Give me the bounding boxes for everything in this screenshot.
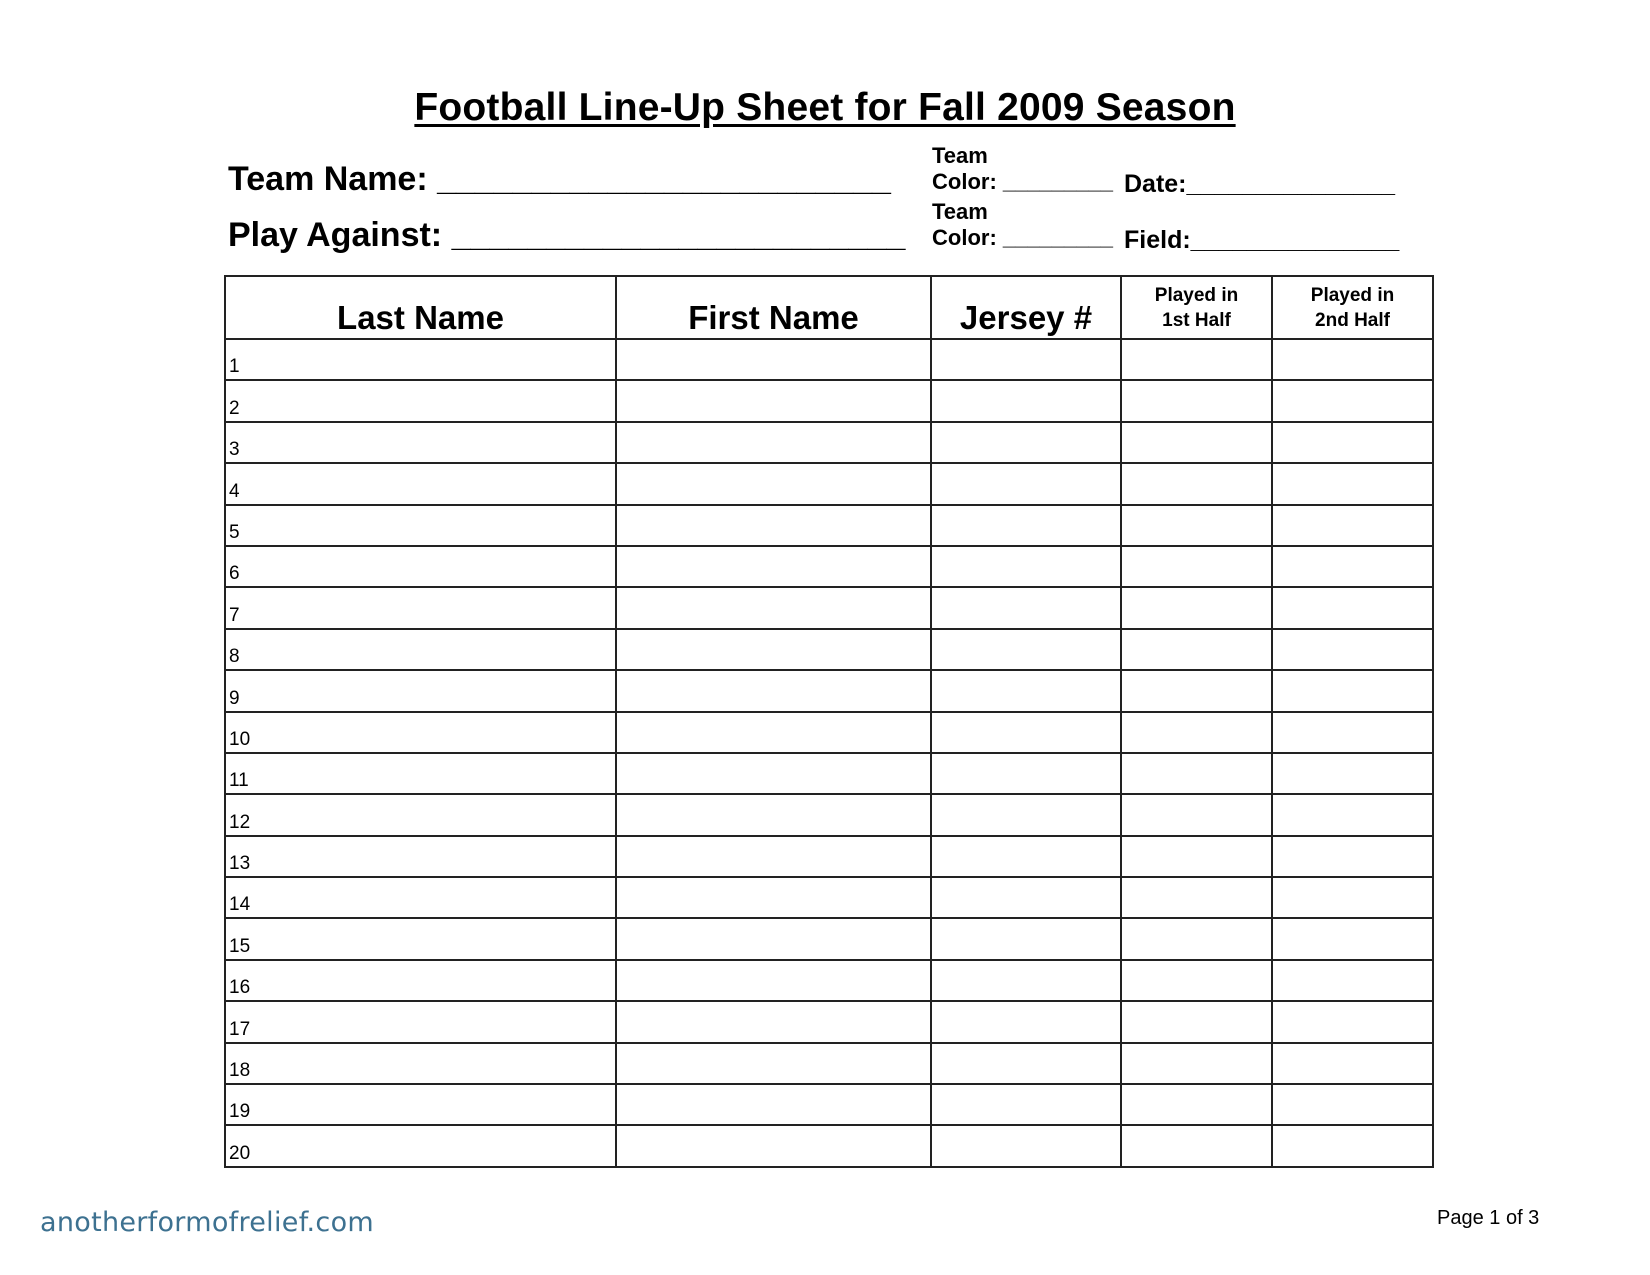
first-name-cell[interactable]: [616, 960, 931, 1001]
row-number-last-name-cell[interactable]: [225, 794, 616, 835]
first-name-cell[interactable]: [616, 629, 931, 670]
row-number-last-name-cell[interactable]: [225, 463, 616, 504]
played-1st-half-cell[interactable]: [1121, 836, 1272, 877]
played-2nd-half-cell[interactable]: [1272, 877, 1433, 918]
column-header-last-name: Last Name: [225, 276, 616, 339]
row-number: 13: [229, 853, 251, 875]
table-row: [225, 1043, 1433, 1084]
row-number: 2: [229, 397, 240, 419]
played-2nd-half-cell[interactable]: [1272, 836, 1433, 877]
played-2nd-half-cell[interactable]: [1272, 794, 1433, 835]
row-number-last-name-cell[interactable]: [225, 877, 616, 918]
played-2nd-half-cell[interactable]: [1272, 1043, 1433, 1084]
table-row: [225, 587, 1433, 628]
jersey-cell[interactable]: [931, 1084, 1121, 1125]
row-number: 19: [229, 1101, 251, 1123]
played-1st-half-cell[interactable]: [1121, 960, 1272, 1001]
played-2nd-half-cell[interactable]: [1272, 960, 1433, 1001]
table-row: [225, 670, 1433, 711]
jersey-cell[interactable]: [931, 463, 1121, 504]
first-name-cell[interactable]: [616, 877, 931, 918]
row-number-last-name-cell[interactable]: [225, 629, 616, 670]
row-number: 3: [229, 439, 240, 461]
page-number: Page 1 of 3: [1437, 1207, 1540, 1229]
first-name-cell[interactable]: [616, 836, 931, 877]
row-number-last-name-cell[interactable]: [225, 546, 616, 587]
row-number: 1: [229, 356, 240, 378]
row-number-last-name-cell[interactable]: [225, 960, 616, 1001]
column-header-played-2nd-half-line2: 2nd Half: [1315, 309, 1390, 331]
played-1st-half-cell[interactable]: [1121, 629, 1272, 670]
row-number: 17: [229, 1018, 251, 1040]
played-2nd-half-cell[interactable]: [1272, 587, 1433, 628]
row-number-last-name-cell[interactable]: [225, 1084, 616, 1125]
table-row: [225, 463, 1433, 504]
played-2nd-half-cell[interactable]: [1272, 753, 1433, 794]
row-number-last-name-cell[interactable]: [225, 1043, 616, 1084]
row-number: 9: [229, 687, 240, 709]
row-number: 8: [229, 646, 240, 668]
row-number-last-name-cell[interactable]: [225, 712, 616, 753]
row-number-last-name-cell[interactable]: [225, 422, 616, 463]
first-name-cell[interactable]: [616, 339, 931, 380]
table-row: [225, 1084, 1433, 1125]
first-name-cell[interactable]: [616, 918, 931, 959]
played-1st-half-cell[interactable]: [1121, 339, 1272, 380]
played-2nd-half-cell[interactable]: [1272, 380, 1433, 421]
played-1st-half-cell[interactable]: [1121, 587, 1272, 628]
played-1st-half-cell[interactable]: [1121, 753, 1272, 794]
jersey-cell[interactable]: [931, 422, 1121, 463]
row-number: 5: [229, 521, 240, 543]
table-row: [225, 960, 1433, 1001]
jersey-cell[interactable]: [931, 339, 1121, 380]
team-color-field-2[interactable]: Color: _________: [932, 225, 1113, 250]
first-name-cell[interactable]: [616, 670, 931, 711]
jersey-cell[interactable]: [931, 877, 1121, 918]
jersey-cell[interactable]: [931, 918, 1121, 959]
played-2nd-half-cell[interactable]: [1272, 463, 1433, 504]
played-1st-half-cell[interactable]: [1121, 670, 1272, 711]
jersey-cell[interactable]: [931, 960, 1121, 1001]
row-number-last-name-cell[interactable]: [225, 918, 616, 959]
first-name-cell[interactable]: [616, 1043, 931, 1084]
table-header-row: [225, 276, 1433, 339]
column-header-played-2nd-half-line1: Played in: [1310, 284, 1395, 306]
table-body: [225, 339, 1433, 1167]
team-label-2: Team: [932, 199, 988, 224]
row-number-last-name-cell[interactable]: [225, 587, 616, 628]
row-number: 14: [229, 894, 251, 916]
first-name-cell[interactable]: [616, 505, 931, 546]
jersey-cell[interactable]: [931, 1001, 1121, 1042]
table-row: [225, 712, 1433, 753]
row-number-last-name-cell[interactable]: [225, 1125, 616, 1166]
team-name-field[interactable]: Team Name: ________________________: [228, 160, 891, 198]
played-1st-half-cell[interactable]: [1121, 1084, 1272, 1125]
website-watermark: anotherformofrelief.com: [40, 1207, 374, 1238]
table-row: [225, 836, 1433, 877]
played-2nd-half-cell[interactable]: [1272, 1084, 1433, 1125]
first-name-cell[interactable]: [616, 753, 931, 794]
jersey-cell[interactable]: [931, 753, 1121, 794]
played-2nd-half-cell[interactable]: [1272, 1125, 1433, 1166]
lineup-table: [224, 275, 1434, 1168]
played-2nd-half-cell[interactable]: [1272, 629, 1433, 670]
play-against-field[interactable]: Play Against: ________________________: [228, 216, 906, 254]
row-number: 6: [229, 563, 240, 585]
table-row: [225, 422, 1433, 463]
table-row: [225, 629, 1433, 670]
team-color-field-1[interactable]: Color: _________: [932, 169, 1113, 194]
played-2nd-half-cell[interactable]: [1272, 918, 1433, 959]
row-number: 11: [229, 770, 249, 792]
table-row: [225, 753, 1433, 794]
row-number-last-name-cell[interactable]: [225, 339, 616, 380]
column-header-played-1st-half-line2: 1st Half: [1162, 309, 1231, 331]
table-row: [225, 339, 1433, 380]
row-number-last-name-cell[interactable]: [225, 505, 616, 546]
field-field[interactable]: Field:_______________: [1124, 226, 1400, 254]
played-2nd-half-cell[interactable]: [1272, 1001, 1433, 1042]
played-2nd-half-cell[interactable]: [1272, 339, 1433, 380]
played-1st-half-cell[interactable]: [1121, 546, 1272, 587]
table-row: [225, 918, 1433, 959]
row-number: 7: [229, 604, 240, 626]
played-1st-half-cell[interactable]: [1121, 712, 1272, 753]
table-row: [225, 380, 1433, 421]
row-number: 16: [229, 977, 251, 999]
first-name-cell[interactable]: [616, 1001, 931, 1042]
row-number-last-name-cell[interactable]: [225, 753, 616, 794]
jersey-cell[interactable]: [931, 712, 1121, 753]
jersey-cell[interactable]: [931, 380, 1121, 421]
played-1st-half-cell[interactable]: [1121, 1043, 1272, 1084]
table-row: [225, 1001, 1433, 1042]
jersey-cell[interactable]: [931, 629, 1121, 670]
first-name-cell[interactable]: [616, 1125, 931, 1166]
jersey-cell[interactable]: [931, 794, 1121, 835]
jersey-cell[interactable]: [931, 836, 1121, 877]
team-label-1: Team: [932, 143, 988, 168]
table-row: [225, 877, 1433, 918]
column-header-first-name: First Name: [616, 276, 931, 339]
played-1st-half-cell[interactable]: [1121, 794, 1272, 835]
column-header-played-1st-half-line1: Played in: [1154, 284, 1239, 306]
table-row: [225, 794, 1433, 835]
first-name-cell[interactable]: [616, 712, 931, 753]
column-header-jersey: Jersey #: [931, 276, 1121, 339]
jersey-cell[interactable]: [931, 1043, 1121, 1084]
played-1st-half-cell[interactable]: [1121, 505, 1272, 546]
row-number-last-name-cell[interactable]: [225, 836, 616, 877]
first-name-cell[interactable]: [616, 1084, 931, 1125]
played-1st-half-cell[interactable]: [1121, 380, 1272, 421]
row-number: 10: [229, 728, 251, 750]
row-number: 15: [229, 935, 251, 957]
jersey-cell[interactable]: [931, 670, 1121, 711]
row-number-last-name-cell[interactable]: [225, 1001, 616, 1042]
table-row: [225, 1125, 1433, 1166]
row-number: 18: [229, 1060, 251, 1082]
played-2nd-half-cell[interactable]: [1272, 546, 1433, 587]
played-2nd-half-cell[interactable]: [1272, 505, 1433, 546]
column-header-played-2nd-half: [1272, 276, 1433, 339]
date-field[interactable]: Date:_______________: [1124, 170, 1396, 198]
first-name-cell[interactable]: [616, 463, 931, 504]
jersey-cell[interactable]: [931, 587, 1121, 628]
played-2nd-half-cell[interactable]: [1272, 712, 1433, 753]
played-1st-half-cell[interactable]: [1121, 463, 1272, 504]
first-name-cell[interactable]: [616, 380, 931, 421]
row-number-last-name-cell[interactable]: [225, 380, 616, 421]
table-row: [225, 546, 1433, 587]
played-1st-half-cell[interactable]: [1121, 1001, 1272, 1042]
page-title: Football Line-Up Sheet for Fall 2009 Season: [414, 86, 1236, 129]
row-number: 12: [229, 811, 251, 833]
table-row: [225, 505, 1433, 546]
jersey-cell[interactable]: [931, 505, 1121, 546]
played-1st-half-cell[interactable]: [1121, 1125, 1272, 1166]
first-name-cell[interactable]: [616, 546, 931, 587]
row-number: 4: [229, 480, 240, 502]
played-1st-half-cell[interactable]: [1121, 918, 1272, 959]
jersey-cell[interactable]: [931, 1125, 1121, 1166]
played-1st-half-cell[interactable]: [1121, 877, 1272, 918]
first-name-cell[interactable]: [616, 587, 931, 628]
column-header-played-1st-half: [1121, 276, 1272, 339]
row-number-last-name-cell[interactable]: [225, 670, 616, 711]
played-2nd-half-cell[interactable]: [1272, 670, 1433, 711]
jersey-cell[interactable]: [931, 546, 1121, 587]
row-number: 20: [229, 1142, 251, 1164]
first-name-cell[interactable]: [616, 422, 931, 463]
played-2nd-half-cell[interactable]: [1272, 422, 1433, 463]
first-name-cell[interactable]: [616, 794, 931, 835]
played-1st-half-cell[interactable]: [1121, 422, 1272, 463]
